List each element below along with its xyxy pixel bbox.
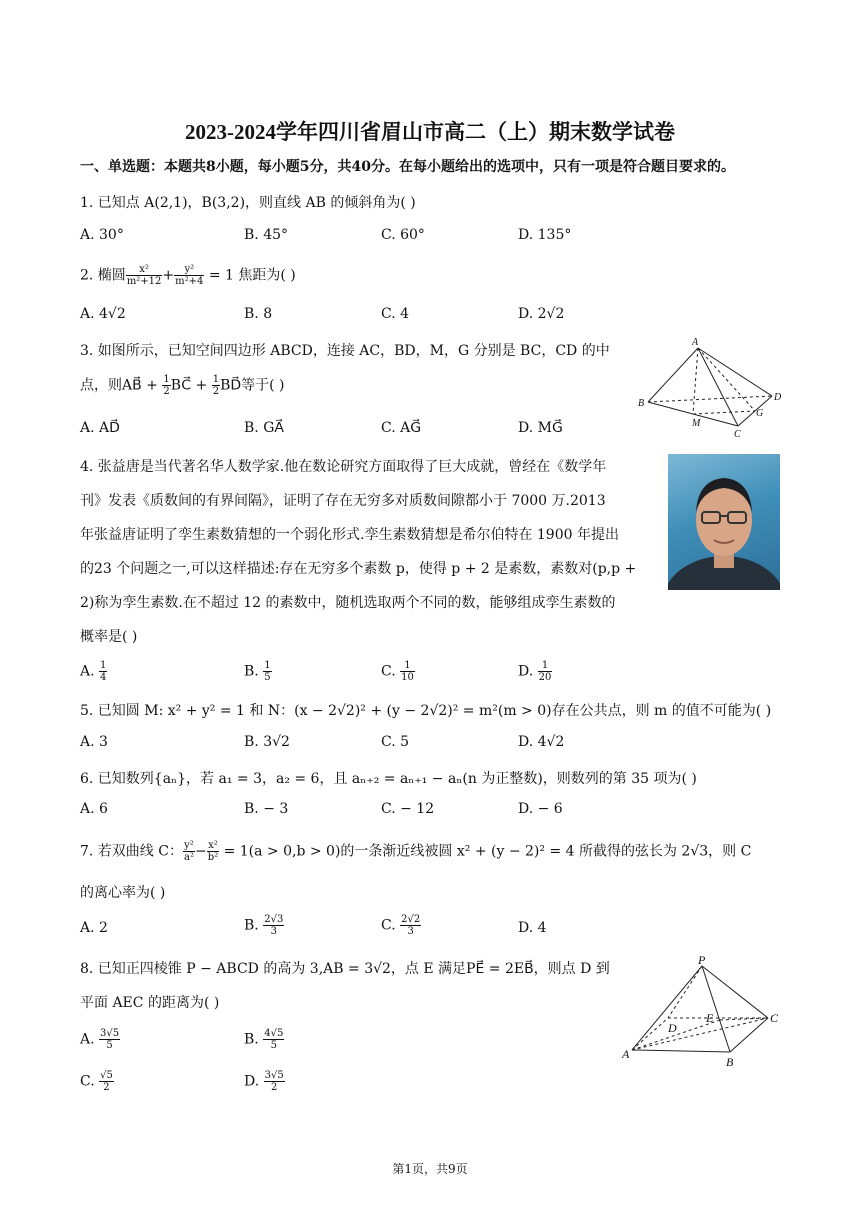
q4-line6: 概率是( ): [80, 629, 138, 645]
q2-frac-x-num: x²: [126, 264, 163, 276]
q1-option-d: D. 135°: [518, 227, 572, 243]
q8-a-frac: [99, 1028, 120, 1051]
q8-stem-line2: 平面 AEC 的距离为( ): [80, 995, 220, 1011]
q8-a-den: 5: [106, 1040, 113, 1051]
segment-mg: [693, 411, 755, 414]
edge-ab: [632, 1050, 730, 1052]
q8-option-d: [244, 1070, 285, 1093]
q4-option-c: C. $\frac{1}{10}$: [381, 660, 414, 683]
q5-option-b: B. 3√2: [244, 734, 290, 750]
label-a: A: [692, 337, 699, 348]
q3-bc: BC⃗ +: [170, 377, 212, 394]
label-b: B: [638, 398, 645, 409]
q2-frac-y-den: m²+4: [175, 276, 204, 287]
q7-b-label: B.: [244, 917, 264, 934]
q7-frac-y-den: a²: [183, 852, 194, 863]
edge-bd: [648, 396, 772, 402]
q4-a-num: 1: [100, 660, 107, 671]
q7-frac-x-den: b²: [207, 852, 219, 863]
q7-post: = 1(a > 0,b > 0)的一条渐近线被圆 x² + (y − 2)² = 4 所截得的弦长为 2√3，则 C: [223, 843, 752, 860]
edge-ab: [648, 348, 698, 402]
q2-stem: [80, 264, 296, 287]
q8-d-num: 3√5: [264, 1070, 284, 1081]
section-heading: 一、单选题：本题共8小题，每小题5分，共40分。在每小题给出的选项中，只有一项是符合题目要求的。: [80, 159, 735, 175]
edge-pd: [668, 966, 702, 1018]
q4-a-frac: [99, 660, 107, 683]
q4-option-b: B. $\frac{1}{5}$: [244, 660, 271, 683]
q8-option-a: [80, 1028, 120, 1051]
q4-line2: 刊》发表《质数间的有界间隔》，证明了存在无穷多对质数间隙都小于 7000 万.2013: [80, 493, 606, 509]
edge-ad: [632, 1018, 668, 1050]
q7-b-num: 2√3: [264, 914, 284, 925]
q2-frac-y: [174, 264, 204, 287]
q7-c-label: C.: [381, 917, 401, 934]
edge-pb: [702, 966, 730, 1052]
segment-am: [693, 348, 698, 414]
q7-option-b: [244, 914, 284, 937]
label-b: B: [726, 1055, 734, 1069]
q7-pre: 7. 若双曲线 C：: [80, 843, 183, 860]
q3-option-b: B. GA⃗: [244, 420, 284, 436]
page-footer: 第1页，共9页: [392, 1162, 468, 1176]
q1-stem: 1. 已知点 A(2,1)，B(3,2)，则直线 AB 的倾斜角为( ): [80, 195, 416, 211]
label-d: D: [774, 392, 782, 403]
q3-half-1-den: 2: [163, 386, 170, 397]
q7-frac-x: [207, 840, 219, 863]
q6-stem: 6. 已知数列{aₙ}，若 a₁ = 3，a₂ = 6，且 aₙ₊₂ = aₙ₊₁ − aₙ(n 为正整数)，则数列的第 35 项为( ): [80, 771, 697, 787]
q4-line4: 的23 个问题之一,可以这样描述:存在无穷多个素数 p，使得 p + 2 是素数，素数对(p,p +: [80, 561, 637, 577]
q7-option-d: D. 4: [518, 920, 547, 936]
q6-option-d: D. − 6: [518, 801, 563, 817]
q3-half-2-den: 2: [212, 386, 220, 397]
q5-option-c: C. 5: [381, 734, 410, 750]
q2-option-d: D. 2√2: [518, 306, 565, 322]
q7-frac-y: [183, 840, 195, 863]
q7-frac-x-num: x²: [208, 840, 218, 851]
q7-c-den: 3: [407, 926, 414, 937]
label-e: E: [706, 1011, 714, 1025]
q8-option-b: [244, 1028, 284, 1051]
q3-option-c: C. AG⃗: [381, 420, 422, 436]
page-title: 2023-2024学年四川省眉山市高二（上）期末数学试卷: [185, 120, 675, 144]
q8-b-num: 4√5: [264, 1028, 284, 1039]
q8-a-num: 3√5: [100, 1028, 120, 1039]
q3-half-1: [162, 374, 170, 397]
portrait-illustration: [668, 454, 780, 590]
q5-option-d: D. 4√2: [518, 734, 565, 750]
q1-option-b: B. 45°: [244, 227, 289, 243]
label-c: C: [770, 1011, 779, 1025]
q8-b-label: B.: [244, 1031, 264, 1048]
q7-frac-y-num: y²: [184, 840, 194, 851]
q7-b-frac: [263, 914, 284, 937]
q3-bd: BD⃗等于( ): [220, 377, 285, 394]
q7-option-a: A. 2: [80, 920, 108, 936]
q1-option-c: C. 60°: [381, 227, 425, 243]
label-p: P: [698, 954, 706, 967]
q6-option-a: A. 6: [80, 801, 108, 817]
q2-frac-x-den: m²+12: [126, 276, 162, 287]
q2-option-c: C. 4: [381, 306, 410, 322]
q2-option-b: B. 8: [244, 306, 273, 322]
label-a: A: [622, 1047, 630, 1061]
pyramid-figure: [618, 954, 788, 1070]
q2-frac-x: [126, 264, 163, 287]
q8-c-den: 2: [103, 1082, 110, 1093]
q8-d-frac: [264, 1070, 285, 1093]
q7-b-den: 3: [270, 926, 277, 937]
q4-d-den: 20: [538, 672, 552, 683]
edge-bc: [730, 1018, 768, 1052]
q4-line3: 年张益唐证明了孪生素数猜想的一个弱化形式.孪生素数猜想是希尔伯特在 1900 年提出: [80, 527, 619, 543]
q7-stem-line2: 的离心率为( ): [80, 885, 166, 901]
q2-pre: 2. 椭圆: [80, 267, 126, 284]
q4-a-den: 4: [100, 672, 107, 683]
q8-c-label: C.: [80, 1073, 100, 1090]
q3-stem-line1: 3. 如图所示，已知空间四边形 ABCD，连接 AC，BD，M，G 分别是 BC，CD 的中: [80, 343, 610, 359]
q8-c-frac: [99, 1070, 114, 1093]
q7-minus: −: [194, 843, 207, 860]
q7-option-c: [381, 914, 421, 937]
q8-a-label: A.: [80, 1031, 100, 1048]
q5-option-a: A. 3: [80, 734, 108, 750]
q7-c-num: 2√2: [401, 914, 421, 925]
q7-stem-line1: [80, 840, 751, 863]
q8-b-frac: [263, 1028, 284, 1051]
q6-option-b: B. − 3: [244, 801, 289, 817]
portrait-photo: [668, 454, 780, 590]
label-c: C: [734, 429, 741, 440]
q1-option-a: A. 30°: [80, 227, 124, 243]
segment-ac: [632, 1018, 768, 1050]
q2-frac-y-num: y²: [174, 264, 204, 276]
q3-half-2: [212, 374, 220, 397]
q4-b-frac: [263, 660, 271, 683]
q8-b-den: 5: [270, 1040, 277, 1051]
tetrahedron-figure: [630, 334, 790, 442]
q8-c-num: √5: [100, 1070, 113, 1081]
q4-b-den: 5: [264, 672, 271, 683]
q3-ab: 点，则AB⃗ +: [80, 377, 163, 394]
q4-c-num: 1: [400, 660, 415, 672]
label-d: D: [668, 1021, 677, 1035]
q4-b-num: 1: [264, 660, 271, 671]
q4-c-den: 10: [401, 672, 414, 683]
q2-plus: +: [162, 267, 175, 284]
q4-option-d: D. $\frac{1}{20}$: [518, 660, 552, 683]
q4-d-num: 1: [538, 660, 553, 672]
q4-line5: 2)称为孪生素数.在不超过 12 的素数中，随机选取两个不同的数，能够组成孪生素数的: [80, 595, 616, 611]
q3-half-1-num: 1: [163, 374, 170, 385]
q8-option-c: [80, 1070, 114, 1093]
q8-d-den: 2: [271, 1082, 278, 1093]
q7-c-frac: [400, 914, 421, 937]
label-g: G: [756, 408, 764, 419]
edge-pa: [632, 966, 702, 1050]
q8-stem-line1: 8. 已知正四棱锥 P − ABCD 的高为 3,AB = 3√2，点 E 满足PE⃗ = 2EB⃗，则点 D 到: [80, 961, 610, 977]
q8-d-label: D.: [244, 1073, 264, 1090]
q6-option-c: C. − 12: [381, 801, 435, 817]
q4-d-frac: [538, 660, 553, 683]
q4-line1: 4. 张益唐是当代著名华人数学家.他在数论研究方面取得了巨大成就，曾经在《数学年: [80, 459, 607, 475]
q3-half-2-num: 1: [212, 374, 220, 385]
q4-c-frac: [400, 660, 415, 683]
q5-stem: 5. 已知圆 M: x² + y² = 1 和 N：(x − 2√2)² + (y − 2√2)² = m²(m > 0)存在公共点，则 m 的值不可能为( ): [80, 703, 772, 719]
label-m: M: [692, 418, 701, 429]
q4-option-a: A. $\frac{1}{4}$: [80, 660, 107, 683]
edge-ac: [698, 348, 738, 426]
q3-option-d: D. MG⃗: [518, 420, 563, 436]
q3-option-a: A. AD⃗: [80, 420, 120, 436]
q2-post: = 1 焦距为( ): [208, 267, 296, 284]
q3-stem-line2: [80, 374, 285, 397]
q2-option-a: A. 4√2: [80, 306, 126, 322]
